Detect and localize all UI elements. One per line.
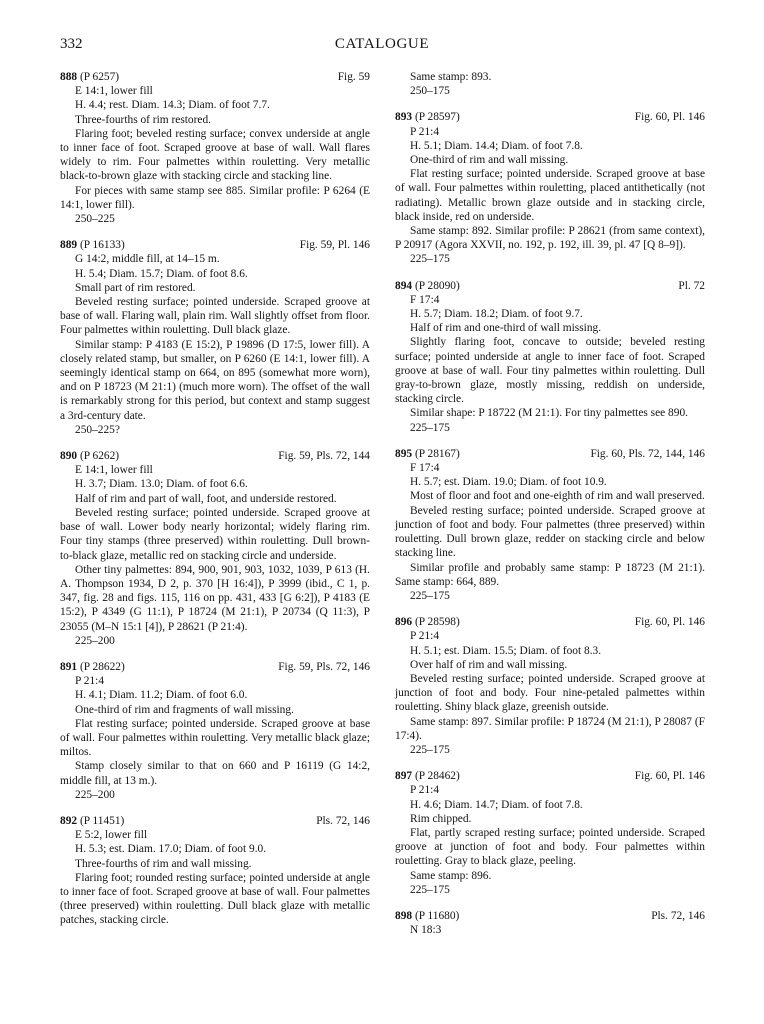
left-column [60, 70, 370, 940]
inventory-number: (P 28598) [414, 616, 460, 629]
entry-description: Similar stamp: P 4183 (E 15:2), P 19896 (D 17:5, lower fill). A closely related stamp, but smaller, on P 6260 (E 14:1, lower fill). A seemingly identical stamp on 664, on 895 (somewhat more worn), and on P 18723 (M 21:1) (much more worn). The offset of the wall is remarkably strong for this period, but context and stamp suggest a 3rd-century date. [60, 338, 370, 422]
entry-detail-line: Three-fourths of rim restored. [75, 113, 212, 126]
entry-description: Flaring foot; beveled resting surface; convex underside at angle to inner face of foot. Scraped groove at base of wall. Wall flares widely to rim. Four palmettes within rouletting. Very metallic black-to-brown glaze with stacking circle and stacking line. [60, 127, 370, 183]
entry-header [60, 814, 370, 828]
entry-header [60, 449, 370, 463]
entry-number: 888 [60, 71, 78, 83]
entry-detail-line: G 14:2, middle fill, at 14–15 m. [75, 253, 220, 266]
entry-header [395, 447, 705, 461]
entry-detail-line: E 14:1, lower fill [75, 464, 153, 477]
catalogue-entry-897 [395, 769, 705, 897]
entry-description: Slightly flaring foot, concave to outside; beveled resting surface; pointed underside at angle to inner face of foot. Scraped groove at base of wall. Four tiny palmettes within rouletting. Dull gray-to-brown glaze, mostly missing, reddish on underside, stacking circle. [395, 336, 705, 406]
figure-reference: Pls. 72, 146 [316, 814, 370, 827]
catalogue-entry-889 [60, 238, 370, 437]
entry-detail-line: One-third of rim and wall missing. [410, 154, 569, 167]
figure-reference: Fig. 60, Pl. 146 [634, 616, 705, 629]
entry-date: 250–225 [75, 213, 115, 226]
entry-detail-line: H. 3.7; Diam. 13.0; Diam. of foot 6.6. [75, 478, 248, 491]
entry-detail-line: H. 5.3; est. Diam. 17.0; Diam. of foot 9.0. [75, 843, 267, 856]
figure-reference: Fig. 59, Pls. 72, 144 [278, 450, 370, 463]
entry-detail-line: H. 5.7; Diam. 18.2; Diam. of foot 9.7. [410, 308, 583, 321]
entry-detail-line: H. 5.1; est. Diam. 15.5; Diam. of foot 8.3. [410, 644, 602, 657]
continued-entry-tail [395, 70, 705, 98]
entry-detail-line: H. 5.1; Diam. 14.4; Diam. of foot 7.8. [410, 139, 583, 152]
entry-description: Same stamp: 892. Similar profile: P 28621 (from same context), P 20917 (Agora XXVII, no. 192, p. 192, ill. 39, pl. 47 [Q 8–9]). [395, 225, 705, 252]
entry-date: 225–175 [410, 743, 450, 756]
entry-detail-line: One-third of rim and fragments of wall missing. [75, 703, 294, 716]
continued-same-stamp: Same stamp: 893. [410, 71, 492, 83]
entry-description: Beveled resting surface; pointed underside. Scraped groove at base of wall. Flaring wall, plain rim. Wall slightly offset from floor. Four palmettes within rouletting. Dull black glaze. [60, 296, 370, 337]
catalogue-entry-896 [395, 615, 705, 757]
entry-description: Flat resting surface; pointed underside. Scraped groove at base of wall. Four palmettes within rouletting. Very metallic black glaze; miltos. [60, 717, 370, 759]
inventory-number: (P 28167) [414, 447, 460, 460]
entry-detail-line: Three-fourths of rim and wall missing. [75, 857, 252, 870]
entry-description: Beveled resting surface; pointed underside. Scraped groove at junction of foot and body. Four palmettes (three preserved) within rouletting. Dull brown glaze, redder on stacking circle and below stacking line. [395, 504, 705, 560]
entry-detail-line: Small part of rim restored. [75, 281, 196, 294]
inventory-number: (P 11451) [79, 814, 125, 827]
entry-number: 890 [60, 450, 78, 463]
entry-description: Flaring foot; rounded resting surface; pointed underside at angle to inner face of foot. Scraped groove at base of wall. Four palmettes (three preserved) within rouletting. Dull black glaze with metallic patches, stacking circle. [60, 871, 370, 927]
entry-header [60, 238, 370, 252]
entry-description: Same stamp: 897. Similar profile: P 18724 (M 21:1), P 28087 (F 17:4). [395, 715, 705, 742]
entry-detail-line: Over half of rim and wall missing. [410, 658, 568, 671]
entry-detail-line: Half of rim and one-third of wall missing. [410, 322, 602, 335]
running-head: CATALOGUE [334, 36, 430, 52]
entry-detail-line: P 21:4 [75, 675, 105, 688]
entry-number: 889 [60, 239, 78, 252]
entry-number: 897 [395, 770, 413, 783]
inventory-number: (P 28462) [414, 770, 460, 783]
entry-description: Other tiny palmettes: 894, 900, 901, 903, 1032, 1039, P 613 (H. A. Thompson 1934, D 2, p. 370 [H 16:4]), P 3999 (ibid., C 1, p. 347, fig. 28 and figs. 115, 116 on pp. 431, 433 [G 6:2]), P 4183 (E 15:2), P 4349 (G 11:1), P 18724 (M 21:1), P 20734 (Q 11:3), P 23055 (M–N 15:1 [4]), P 28621 (P 21:4). [60, 563, 370, 633]
entry-detail-line: E 5:2, lower fill [75, 829, 148, 842]
catalogue-entry-893 [395, 110, 705, 266]
entry-detail-line: N 18:3 [410, 924, 442, 937]
entry-date: 225–175 [410, 253, 450, 266]
catalogue-entry-894 [395, 279, 705, 435]
catalogue-entry-888 [60, 70, 370, 226]
entry-description: Similar profile and probably same stamp: P 18723 (M 21:1). Same stamp: 664, 889. [395, 561, 705, 588]
catalogue-entry-890 [60, 449, 370, 648]
catalogue-entry-891 [60, 660, 370, 802]
entry-detail-line: P 21:4 [410, 125, 440, 138]
entry-detail-line: E 14:1, lower fill [75, 85, 153, 98]
catalogue-entry-892 [60, 814, 370, 928]
entry-date: 250–225? [75, 423, 120, 436]
page-number: 332 [60, 36, 83, 52]
entry-detail-line: H. 5.4; Diam. 15.7; Diam. of foot 8.6. [75, 267, 248, 280]
entry-detail-line: H. 4.4; rest. Diam. 14.3; Diam. of foot 7.7. [75, 99, 270, 112]
figure-reference: Fig. 59, Pls. 72, 146 [278, 660, 370, 673]
entry-number: 893 [395, 111, 413, 124]
figure-reference: Pl. 72 [678, 279, 705, 292]
entry-number: 895 [395, 447, 413, 460]
entry-date: 225–200 [75, 634, 115, 647]
entry-description: Most of floor and foot and one-eighth of rim and wall preserved. [410, 490, 705, 503]
entry-header [60, 660, 370, 674]
entry-description: Beveled resting surface; pointed underside. Scraped groove at base of wall. Lower body nearly horizontal; widely flaring rim. Four tiny stamps (three preserved) within rouletting. Dull brown-to-black glaze, metallic red on stacking circle and underside. [60, 506, 370, 562]
inventory-number: (P 28090) [414, 279, 460, 292]
figure-reference: Pls. 72, 146 [651, 909, 705, 922]
entry-detail-line: F 17:4 [410, 462, 440, 475]
entry-detail-line: F 17:4 [410, 293, 440, 306]
figure-reference: Fig. 60, Pls. 72, 144, 146 [590, 447, 705, 460]
inventory-number: (P 28622) [79, 660, 125, 673]
entry-header [395, 279, 705, 293]
entry-description: Same stamp: 896. [410, 869, 492, 882]
entry-header [60, 70, 370, 84]
entry-description: Flat, partly scraped resting surface; pointed underside. Scraped groove at junction of foot and body. Four palmettes within rouletting. Gray to black glaze, peeling. [395, 826, 705, 868]
figure-reference: Fig. 59, Pl. 146 [299, 239, 370, 252]
inventory-number: (P 28597) [414, 111, 460, 124]
figure-reference: Fig. 59 [337, 71, 370, 83]
figure-reference: Fig. 60, Pl. 146 [634, 770, 705, 783]
entry-header [395, 769, 705, 783]
entry-date: 225–200 [75, 788, 115, 801]
entry-detail-line: P 21:4 [410, 784, 440, 797]
entry-description: Beveled resting surface; pointed underside. Scraped groove at junction of foot and body. Four nine-petaled palmettes within rouletting. Shiny black glaze, greenish outside. [395, 672, 705, 714]
entry-detail-line: H. 4.1; Diam. 11.2; Diam. of foot 6.0. [75, 689, 248, 702]
catalogue-entry-895 [395, 447, 705, 603]
entry-description: For pieces with same stamp see 885. Similar profile: P 6264 (E 14:1, lower fill). [60, 184, 370, 211]
entry-detail-line: H. 4.6; Diam. 14.7; Diam. of foot 7.8. [410, 798, 583, 811]
entry-header [395, 909, 705, 923]
figure-reference: Fig. 60, Pl. 146 [634, 111, 705, 124]
entry-date: 225–175 [410, 589, 450, 602]
entry-detail-line: Rim chipped. [410, 812, 472, 825]
entry-number: 894 [395, 279, 413, 292]
entry-detail-line: Half of rim and part of wall, foot, and underside restored. [75, 492, 337, 505]
entry-number: 891 [60, 660, 78, 673]
inventory-number: (P 6257) [79, 71, 120, 83]
entry-description: Similar shape: P 18722 (M 21:1). For tiny palmettes see 890. [410, 407, 688, 420]
entry-date: 225–175 [410, 421, 450, 434]
entry-date: 225–175 [410, 883, 450, 896]
entry-header [395, 615, 705, 629]
continued-date: 250–175 [410, 85, 450, 98]
inventory-number: (P 6262) [79, 450, 120, 463]
catalogue-entry-898 [395, 909, 705, 937]
entry-number: 898 [395, 909, 413, 922]
entry-number: 896 [395, 616, 413, 629]
entry-description: Stamp closely similar to that on 660 and P 16119 (G 14:2, middle fill, at 13 m.). [60, 760, 370, 787]
right-column [395, 70, 705, 949]
entry-detail-line: P 21:4 [410, 630, 440, 643]
inventory-number: (P 16133) [79, 239, 125, 252]
inventory-number: (P 11680) [414, 909, 460, 922]
entry-detail-line: H. 5.7; est. Diam. 19.0; Diam. of foot 10.9. [410, 476, 607, 489]
entry-description: Flat resting surface; pointed underside. Scraped groove at base of wall. Four palmettes within rouletting, placed antithetically (not radiating). Metallic brown glaze outside and in stacking circle, black inside, red on underside. [395, 168, 705, 223]
entry-number: 892 [60, 814, 78, 827]
entry-header [395, 110, 705, 124]
